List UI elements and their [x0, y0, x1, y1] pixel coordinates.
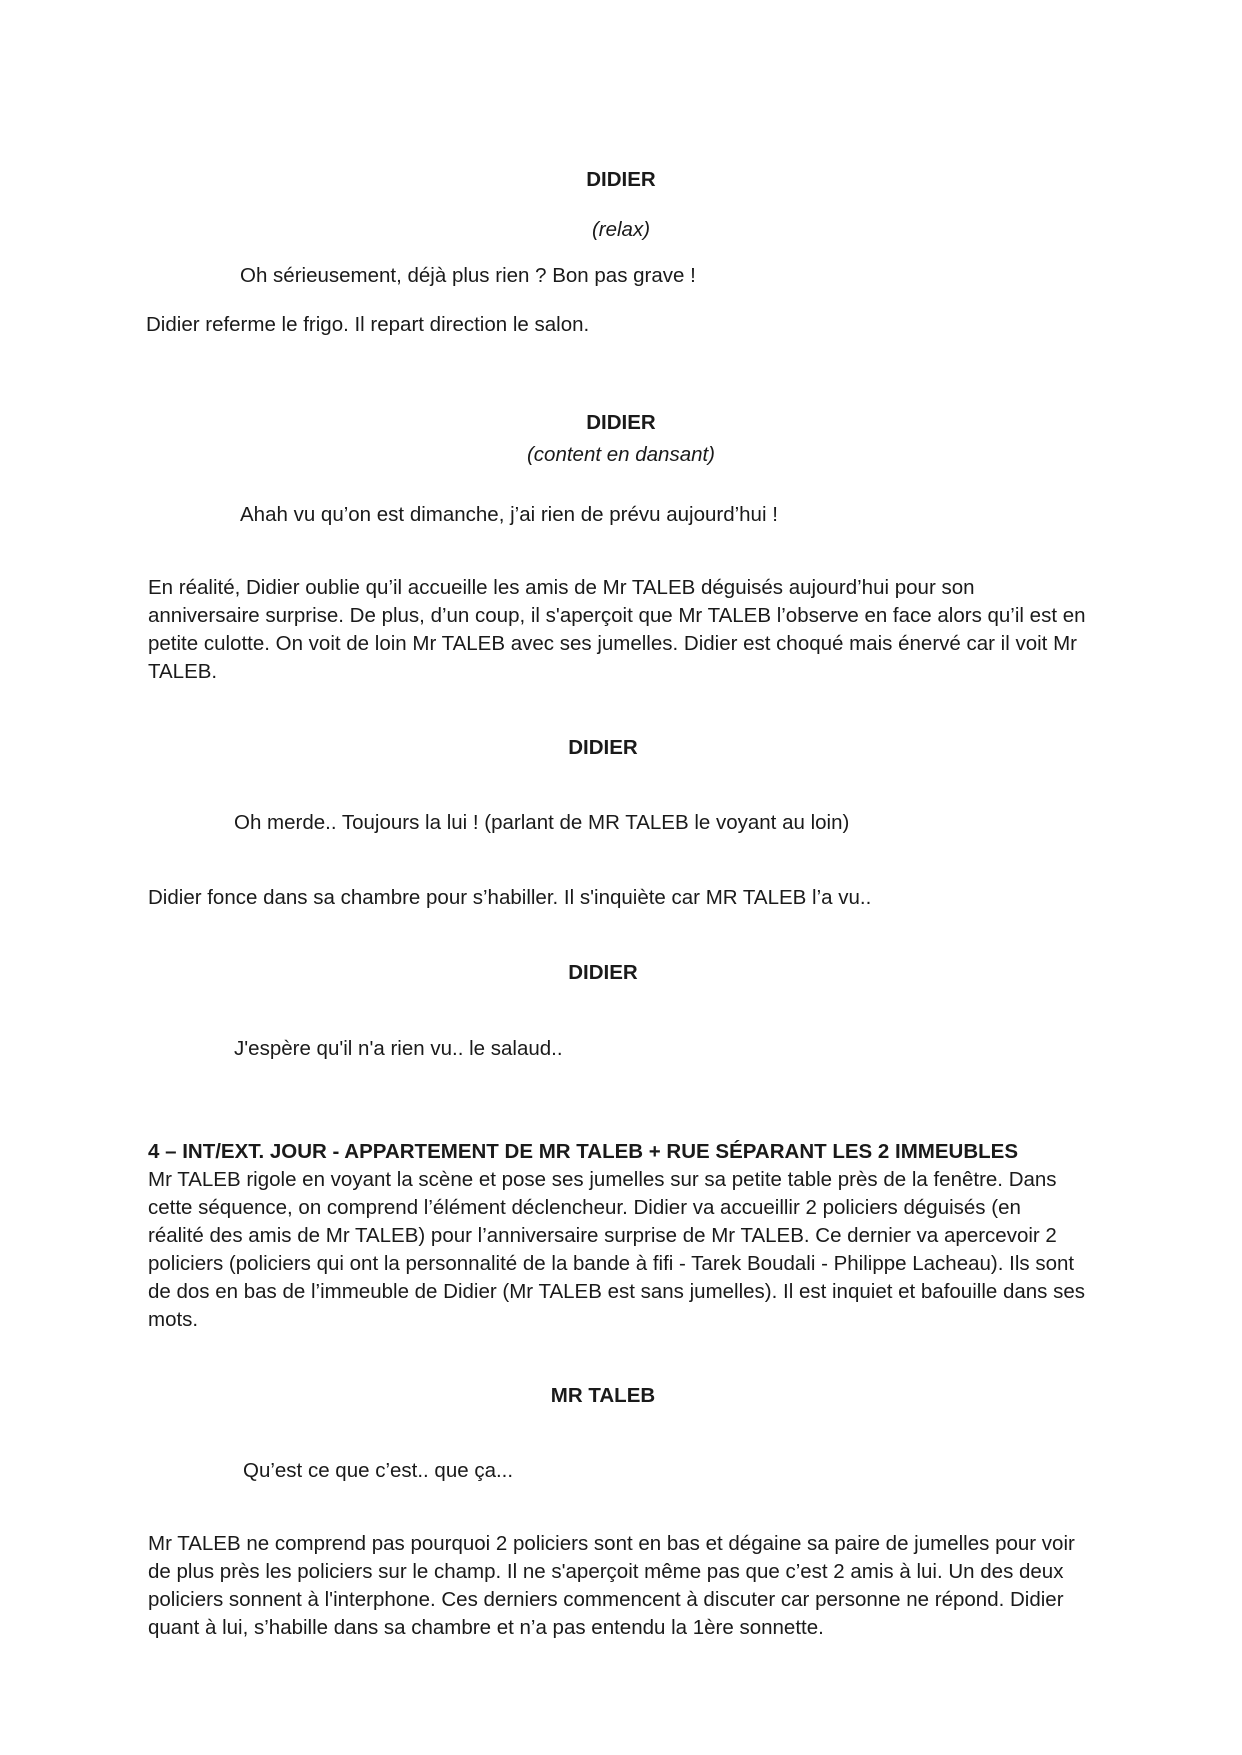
dialogue-line: J'espère qu'il n'a rien vu.. le salaud.. — [234, 1037, 563, 1060]
action-line: policiers sonnent à l'interphone. Ces derniers commencent à discuter car personne ne répond. Didier — [148, 1588, 1064, 1611]
action-line: de dos en bas de l’immeuble de Didier (Mr TALEB est sans jumelles). Il est inquiet et bafouille dans ses — [148, 1280, 1086, 1303]
action-line: Mr TALEB ne comprend pas pourquoi 2 policiers sont en bas et dégaine sa paire de jumelles pour voir — [148, 1532, 1075, 1555]
action-line: anniversaire surprise. De plus, d’un coup, il s'aperçoit que Mr TALEB l’observe en face alors qu’il est en — [148, 604, 1086, 627]
character-name: DIDIER — [586, 411, 656, 434]
dialogue-line: Ahah vu qu’on est dimanche, j’ai rien de prévu aujourd’hui ! — [240, 503, 778, 526]
character-name: MR TALEB — [550, 1384, 656, 1407]
scene-heading: 4 – INT/EXT. JOUR - APPARTEMENT DE MR TALEB + RUE SÉPARANT LES 2 IMMEUBLES — [148, 1140, 1019, 1163]
action-line: policiers (policiers qui ont la personnalité de la bande à fifi - Tarek Boudali - Philippe Lacheau). Ils sont — [148, 1252, 1075, 1275]
character-name: DIDIER — [568, 961, 638, 984]
action-line: petite culotte. On voit de loin Mr TALEB avec ses jumelles. Didier est choqué mais énervé car il voit Mr — [148, 632, 1077, 655]
character-name: DIDIER — [586, 168, 656, 191]
parenthetical: (relax) — [591, 218, 651, 241]
action-line: réalité des amis de Mr TALEB) pour l’anniversaire surprise de Mr TALEB. Ce dernier va apercevoir 2 — [148, 1224, 1057, 1247]
dialogue-line: Oh sérieusement, déjà plus rien ? Bon pas grave ! — [240, 264, 696, 287]
action-line: En réalité, Didier oublie qu’il accueille les amis de Mr TALEB déguisés aujourd’hui pour son — [148, 576, 975, 599]
dialogue-line: Oh merde.. Toujours la lui ! (parlant de MR TALEB le voyant au loin) — [234, 811, 850, 834]
action-line: quant à lui, s’habille dans sa chambre et n’a pas entendu la 1ère sonnette. — [148, 1616, 824, 1639]
action-line: cette séquence, on comprend l’élément déclencheur. Didier va accueillir 2 policiers déguisés (en — [148, 1196, 1021, 1219]
action-line: mots. — [148, 1308, 199, 1331]
character-name: DIDIER — [568, 736, 638, 759]
dialogue-line: Qu’est ce que c’est.. que ça... — [243, 1459, 514, 1482]
action-line: Didier fonce dans sa chambre pour s’habiller. Il s'inquiète car MR TALEB l’a vu.. — [148, 886, 872, 909]
parenthetical: (content en dansant) — [526, 443, 716, 466]
action-line: Mr TALEB rigole en voyant la scène et pose ses jumelles sur sa petite table près de la fenêtre. Dans — [148, 1168, 1057, 1191]
action-line: de plus près les policiers sur le champ. Il ne s'aperçoit même pas que c’est 2 amis à lui. Un des deux — [148, 1560, 1064, 1583]
action-paragraph — [148, 1166, 1108, 1334]
action-line: Didier referme le frigo. Il repart direction le salon. — [146, 313, 590, 336]
action-line: TALEB. — [148, 660, 218, 683]
action-paragraph — [148, 1530, 1108, 1642]
action-paragraph — [148, 574, 1108, 686]
